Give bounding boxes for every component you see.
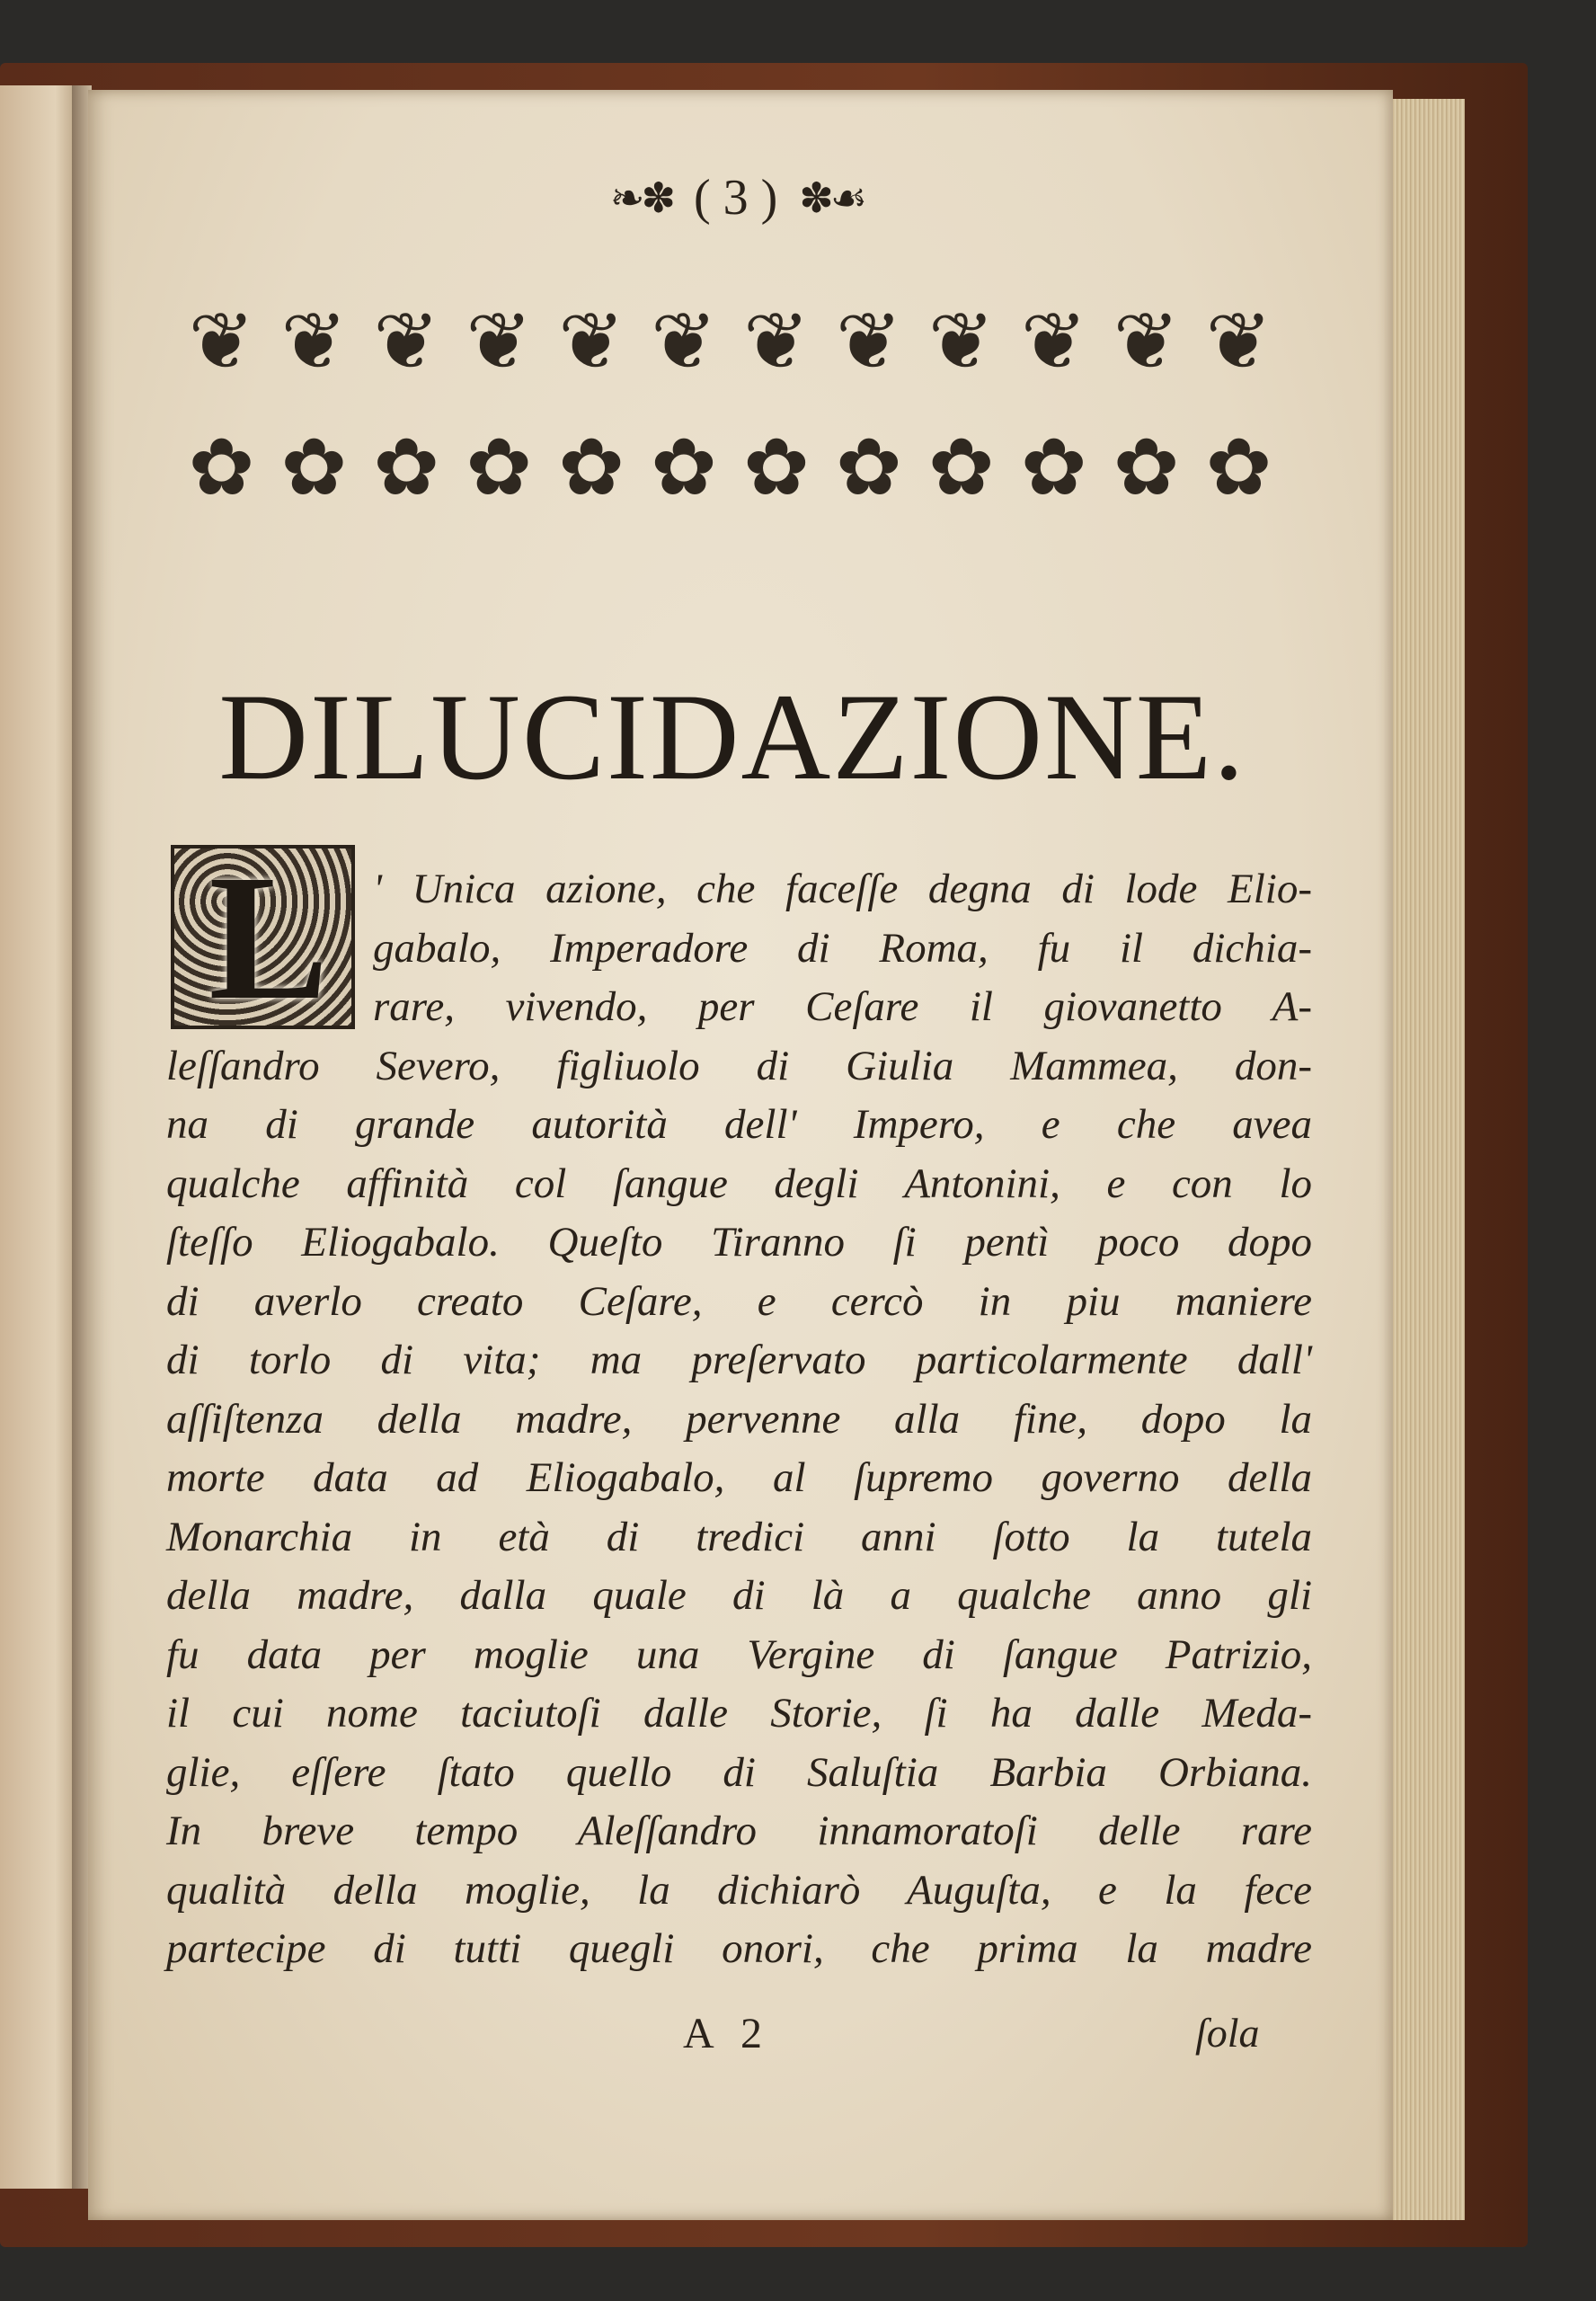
decorated-initial (171, 839, 355, 1037)
text-line: partecipe di tutti quegli onori, che prima la madre (166, 1925, 1312, 1972)
text-line: na di grande autorità dell' Impero, e che avea (166, 1101, 1312, 1148)
catchword: ſola (1195, 2010, 1260, 2056)
ornament-flower-icon: ✿ (743, 421, 810, 513)
ornament-flower-icon: ❦ (1113, 295, 1180, 387)
ornament-flower-icon: ❦ (743, 295, 810, 387)
text-line: fu data per moglie una Vergine di ſangue Patrizio, (166, 1630, 1312, 1678)
text-line: leſſandro Severo, figliuolo di Giulia Mammea, don- (166, 1042, 1312, 1089)
ornament-flower-icon: ❦ (836, 295, 902, 387)
text-line: qualche affinità col ſangue degli Antonini, e con lo (166, 1159, 1312, 1207)
ornament-flower-icon: ❦ (466, 295, 533, 387)
ornament-flower-icon: ✿ (1020, 421, 1087, 513)
text-line: glie, eſſere ſtato quello di Saluſtia Barbia Orbiana. (166, 1748, 1312, 1796)
fleuron-left-icon: ❧✽ (609, 173, 672, 222)
ornament-flower-icon: ✿ (1113, 421, 1180, 513)
ornament-flower-icon: ❦ (188, 295, 255, 387)
ornament-flower-icon: ❦ (558, 295, 625, 387)
ornament-flower-icon: ✿ (927, 421, 995, 513)
page-edges (1393, 99, 1465, 2220)
initial-letter: L (208, 839, 329, 1037)
ornament-flower-icon: ✿ (373, 421, 440, 513)
text-line: di averlo creato Ceſare, e cercò in piu maniere (166, 1277, 1312, 1325)
ornament-flower-icon: ✿ (188, 421, 255, 513)
text-line: gabalo, Imperadore di Roma, fu il dichia- (373, 924, 1312, 972)
text-line: aſſiſtenza della madre, pervenne alla fine, dopo la (166, 1395, 1312, 1443)
ornament-flower-icon: ✿ (280, 421, 348, 513)
text-line: ſteſſo Eliogabalo. Queſto Tiranno ſi pentì poco dopo (166, 1219, 1312, 1266)
page-header (485, 162, 989, 234)
ornament-flower-icon: ❦ (1205, 295, 1272, 387)
ornament-flower-icon: ❦ (373, 295, 440, 387)
text-line: qualità della moglie, la dichiarò Auguſta, e la fece (166, 1866, 1312, 1914)
text-line: il cui nome taciutoſi dalle Storie, ſi ha dalle Meda- (166, 1690, 1312, 1737)
signature-mark: A 2 (683, 2010, 772, 2057)
text-line: della madre, dalla quale di là a qualche anno gli (166, 1572, 1312, 1619)
fleuron-right-icon: ✽☙ (799, 173, 864, 222)
text-line: morte data ad Eliogabalo, al ſupremo governo della (166, 1454, 1312, 1501)
ornament-flower-icon: ❦ (651, 295, 717, 387)
ornament-flower-icon: ❦ (1020, 295, 1087, 387)
text-line: In breve tempo Aleſſandro innamoratoſi delle rare (166, 1808, 1312, 1854)
ornament-flower-icon: ❦ (280, 295, 348, 387)
text-line: ' Unica azione, che faceſſe degna di lode Elio- (373, 866, 1312, 912)
left-page-edge (0, 85, 79, 2189)
text-line: rare, vivendo, per Ceſare il giovanetto A- (373, 983, 1312, 1030)
ornament-flower-icon: ✿ (466, 421, 533, 513)
ornament-flower-icon: ✿ (836, 421, 902, 513)
text-line: di torlo di vita; ma preſervato particolarmente dall' (166, 1337, 1312, 1383)
ornament-flower-icon: ✿ (1205, 421, 1272, 513)
ornament-flower-icon: ✿ (558, 421, 625, 513)
ornament-flower-icon: ✿ (651, 421, 717, 513)
text-line: Monarchia in età di tredici anni ſotto la tutela (166, 1513, 1312, 1560)
page-title: DILUCIDAZIONE. (218, 668, 1246, 805)
ornament-flower-icon: ❦ (927, 295, 995, 387)
page-number: ( 3 ) (694, 170, 778, 226)
ornamental-headpiece (175, 279, 1285, 530)
